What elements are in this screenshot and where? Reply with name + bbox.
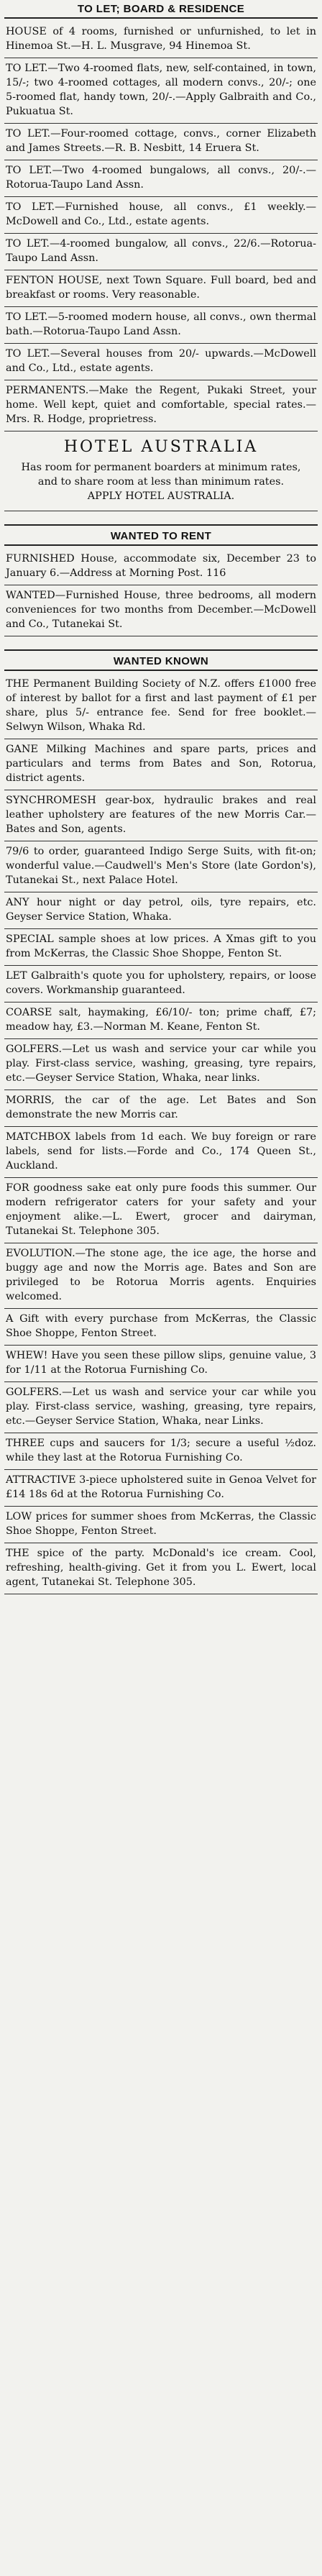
wanted-to-rent-ads [4, 549, 318, 636]
classified-ad: TO LET.—Two 4-roomed flats, new, self-contained, in town, 15/-; two 4-roomed cottages, all modern convs., 20/-; one 5-roomed flat, handy town, 20/-.—Apply Galbraith and Co., Pukuatua St. [4, 58, 318, 124]
classified-ad: FOR goodness sake eat only pure foods this summer. Our modern refrigerator caters for your safety and your enjoyment alike.—L. Ewert, grocer and dairyman, Tutanekai St. Telephone 305. [4, 1178, 318, 1243]
section-heading-wanted-known: WANTED KNOWN [4, 649, 318, 671]
classified-ad: ANY hour night or day petrol, oils, tyre repairs, etc. Geyser Service Station, Whaka. [4, 892, 318, 929]
classified-ad: GANE Milking Machines and spare parts, prices and particulars and terms from Bates and Son, Rotorua, district agents. [4, 739, 318, 790]
to-let-ads [4, 22, 318, 511]
classified-ad: GOLFERS.—Let us wash and service your car while you play. First-class service, washing, greasing, tyre repairs, etc.—Geyser Service Station, Whaka, near Links. [4, 1382, 318, 1433]
classified-ad: MORRIS, the car of the age. Let Bates and Son demonstrate the new Morris car. [4, 1090, 318, 1127]
classified-ad: TO LET.—4-roomed bungalow, all convs., 22/6.—Rotorua-Taupo Land Assn. [4, 234, 318, 270]
section-heading-to-let: TO LET; BOARD & RESIDENCE [4, 0, 318, 19]
classified-ad: HOUSE of 4 rooms, furnished or unfurnished, to let in Hinemoa St.—H. L. Musgrave, 94 Hinemoa St. [4, 22, 318, 58]
classified-ad: SYNCHROMESH gear-box, hydraulic brakes and real leather upholstery are features of the new Morris Car.—Bates and Son, agents. [4, 790, 318, 841]
classified-ad: FURNISHED House, accommodate six, December 23 to January 6.—Address at Morning Post. 116 [4, 549, 318, 585]
classified-ad: THE Permanent Building Society of N.Z. offers £1000 free of interest by ballot for a first and last payment of £1 per share, plus 5/- entrance fee. Send for free booklet.—Selwyn Wilson, Whaka Rd. [4, 674, 318, 739]
classified-ad: COARSE salt, haymaking, £6/10/- ton; prime chaff, £7; meadow hay, £3.—Norman M. Keane, Fenton St. [4, 1002, 318, 1039]
classified-ad: TO LET.—Four-roomed cottage, convs., corner Elizabeth and James Streets.—R. B. Nesbitt, 14 Eruera St. [4, 124, 318, 160]
section-heading-wanted-to-rent: WANTED TO RENT [4, 524, 318, 546]
wanted-known-ads [4, 674, 318, 1594]
classified-ad: WANTED—Furnished House, three bedrooms, all modern conveniences for two months from December.—McDowell and Co., Tutanekai St. [4, 585, 318, 636]
classified-ad: TO LET.—5-roomed modern house, all convs., own thermal bath.—Rotorua-Taupo Land Assn. [4, 307, 318, 344]
classified-ad: SPECIAL sample shoes at low prices. A Xmas gift to you from McKerras, the Classic Shoe Shoppe, Fenton St. [4, 929, 318, 966]
classified-ad: LOW prices for summer shoes from McKerras, the Classic Shoe Shoppe, Fenton Street. [4, 1507, 318, 1543]
classified-ad: A Gift with every purchase from McKerras, the Classic Shoe Shoppe, Fenton Street. [4, 1309, 318, 1346]
classified-ad: MATCHBOX labels from 1d each. We buy foreign or rare labels, send for lists.—Forde and Co., 174 Queen St., Auckland. [4, 1127, 318, 1178]
classified-ad: TO LET.—Furnished house, all convs., £1 weekly.—McDowell and Co., Ltd., estate agents. [4, 197, 318, 234]
classified-ad: 79/6 to order, guaranteed Indigo Serge Suits, with fit-on; wonderful value.—Caudwell's Men's Store (late Gordon's), Tutanekai St., next Palace Hotel. [4, 841, 318, 892]
classified-ad: THREE cups and saucers for 1/3; secure a useful ½doz. while they last at the Rotorua Furnishing Co. [4, 1433, 318, 1470]
classified-ad: EVOLUTION.—The stone age, the ice age, the horse and buggy age and now the Morris age. Bates and Son are privileged to be Rotorua Morris agents. Enquiries welcomed. [4, 1243, 318, 1309]
hotel-name: HOTEL AUSTRALIA [63, 438, 259, 456]
classified-ad: WHEW! Have you seen these pillow slips, genuine value, 3 for 1/11 at the Rotorua Furnishing Co. [4, 1346, 318, 1382]
classified-ad: LET Galbraith's quote you for upholstery, repairs, or loose covers. Workmanship guaranteed. [4, 966, 318, 1002]
classified-ad: TO LET.—Two 4-roomed bungalows, all convs., 20/-.—Rotorua-Taupo Land Assn. [4, 160, 318, 197]
classified-ad: GOLFERS.—Let us wash and service your car while you play. First-class service, washing, greasing, tyre repairs, etc.—Geyser Service Station, Whaka, near links. [4, 1039, 318, 1090]
classified-ad: FENTON HOUSE, next Town Square. Full board, bed and breakfast or rooms. Very reasonable. [4, 270, 318, 307]
classified-ad: PERMANENTS.—Make the Regent, Pukaki Street, your home. Well kept, quiet and comfortable, special rates.—Mrs. R. Hodge, proprietress. [4, 380, 318, 431]
classified-ad: TO LET.—Several houses from 20/- upwards.—McDowell and Co., Ltd., estate agents. [4, 344, 318, 380]
classified-ad: THE spice of the party. McDonald's ice cream. Cool, refreshing, health-giving. Get it from you L. Ewert, local agent, Tutanekai St. Telephone 305. [4, 1543, 318, 1594]
hotel-australia-ad [4, 431, 318, 511]
classified-ad: ATTRACTIVE 3-piece upholstered suite in Genoa Velvet for £14 18s 6d at the Rotorua Furnishing Co. [4, 1470, 318, 1507]
hotel-body: Has room for permanent boarders at minimum rates, and to share room at less than minimum rates. [21, 462, 301, 488]
hotel-footer: APPLY HOTEL AUSTRALIA. [87, 490, 235, 502]
